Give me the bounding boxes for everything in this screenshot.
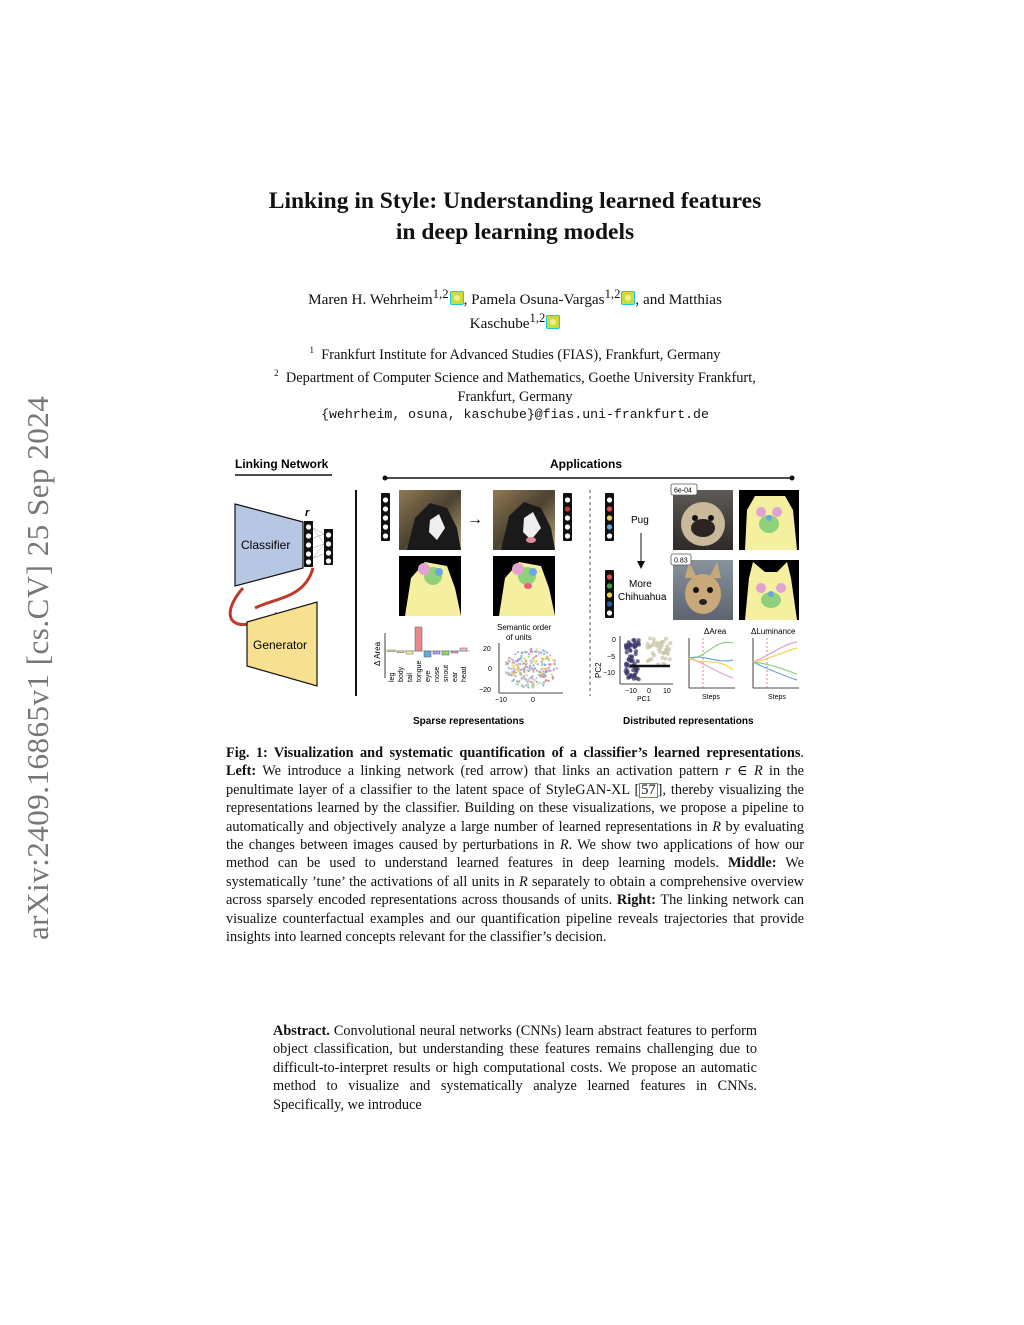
tsne-point xyxy=(532,660,534,662)
unit xyxy=(306,551,311,556)
tsne-point xyxy=(552,676,554,678)
tsne-point xyxy=(543,653,545,655)
bar xyxy=(406,651,413,654)
contact-email[interactable]: {wehrheim, osuna, kaschube}@fias.uni-frankfurt.de xyxy=(321,407,709,423)
tsne-point xyxy=(520,669,522,671)
part-labels xyxy=(389,660,468,682)
pca-point xyxy=(627,675,631,679)
tick-label: −5 xyxy=(607,654,615,661)
tsne-point xyxy=(515,660,517,662)
tsne-point xyxy=(541,683,543,685)
tsne-point xyxy=(533,682,535,684)
delta-luminance-title: ΔLuminance xyxy=(751,627,796,636)
delta-area-title: ΔArea xyxy=(704,627,727,636)
tsne-point xyxy=(517,658,519,660)
r-label: r xyxy=(305,507,310,519)
pc2-axis-label: PC2 xyxy=(594,662,603,678)
tsne-point xyxy=(542,659,544,661)
caption-middle-label: Middle: xyxy=(728,855,777,872)
pca-point xyxy=(629,643,633,647)
tongue xyxy=(526,537,536,543)
citation-link[interactable]: 57 xyxy=(641,781,656,798)
applications-label: Applications xyxy=(550,457,623,471)
pca-point xyxy=(651,651,655,655)
rule-end-dot xyxy=(790,476,795,481)
tsne-point xyxy=(552,659,554,661)
pca-point xyxy=(648,636,652,640)
affiliation-line: Department of Computer Science and Mathematics, Goethe University Frankfurt, xyxy=(285,370,756,387)
tsne-point xyxy=(536,648,538,650)
tsne-point xyxy=(526,669,528,671)
tsne-point xyxy=(513,669,515,671)
tsne-point xyxy=(554,663,556,665)
tsne-point xyxy=(534,662,536,664)
tsne-point xyxy=(538,674,540,676)
orcid-icon[interactable] xyxy=(450,291,464,305)
tsne-point xyxy=(528,653,530,655)
pca-point xyxy=(635,641,639,645)
tsne-point xyxy=(531,658,533,660)
pca-point xyxy=(654,643,658,647)
tsne-point xyxy=(549,654,551,656)
tsne-point xyxy=(538,651,540,653)
unit xyxy=(326,550,331,555)
bar xyxy=(415,627,422,651)
pca-point xyxy=(629,649,633,653)
orcid-icon[interactable] xyxy=(546,315,560,329)
rule-end-dot xyxy=(383,476,388,481)
tsne-point xyxy=(531,661,533,663)
tsne-point xyxy=(536,681,538,683)
bar xyxy=(460,648,467,651)
sparse-representations-label: Sparse representations xyxy=(413,716,525,727)
abstract xyxy=(273,1022,757,1114)
caption-text: by evaluating the changes between images caused by perturbations in xyxy=(226,818,804,854)
pca-point xyxy=(631,659,635,663)
tsne-point xyxy=(508,660,510,662)
tsne-point xyxy=(515,672,517,674)
tsne-point xyxy=(517,666,519,668)
tick-label: 0 xyxy=(612,637,616,644)
tsne-point xyxy=(539,671,541,673)
linking-connections xyxy=(313,528,324,558)
tsne-point xyxy=(521,660,523,662)
tsne-point xyxy=(523,663,525,665)
bar xyxy=(424,651,431,657)
tsne-point xyxy=(534,656,536,658)
affiliations xyxy=(225,341,805,425)
bar xyxy=(451,651,458,653)
tsne-point xyxy=(544,650,546,652)
tsne-point xyxy=(521,685,523,687)
tsne-point xyxy=(544,663,546,665)
tsne-point xyxy=(537,683,539,685)
tick-label: −10 xyxy=(495,697,507,704)
caption-math: R xyxy=(518,873,528,890)
caption-text: in the penultimate layer of a classifier to the latent space of StyleGAN-XL xyxy=(226,763,804,798)
tsne-point xyxy=(545,675,547,677)
classifier-label: Classifier xyxy=(241,538,291,552)
caption-left-label: Left: xyxy=(226,763,257,780)
part-label: snout xyxy=(443,664,450,682)
caption-text: The linking network can visualize counterfactual examples and our quantification pipeline reveals trajectories that provide insights into learned concepts relevant for the classifier’s decision. xyxy=(226,892,804,946)
tsne-point xyxy=(527,684,529,686)
tsne-point xyxy=(523,686,525,688)
pca-point xyxy=(652,637,656,641)
tick-label: −20 xyxy=(479,687,491,694)
pca-point xyxy=(625,645,629,649)
caption-text: We systematically ’tune’ the activations of all units in xyxy=(226,855,804,890)
tsne-point xyxy=(531,686,533,688)
part-label: leg xyxy=(389,672,396,682)
arxiv-identifier-stamp: arXiv:2409.16865v1 [cs.CV] 25 Sep 2024 xyxy=(20,395,55,940)
tsne-point xyxy=(531,675,533,677)
pca-point xyxy=(637,677,641,681)
tick-label: 0 xyxy=(531,697,535,704)
tsne-point xyxy=(538,682,540,684)
tsne-point xyxy=(510,674,512,676)
tsne-point xyxy=(530,681,532,683)
tsne-scatter xyxy=(505,648,558,689)
tsne-point xyxy=(542,670,544,672)
unit xyxy=(326,558,331,563)
pca-point xyxy=(636,659,640,663)
affiliation-mark: 2 xyxy=(274,368,279,379)
unit xyxy=(326,541,331,546)
tsne-point xyxy=(524,651,526,653)
tsne-point xyxy=(505,661,507,663)
tsne-point xyxy=(546,656,548,658)
author-name: , Pamela Osuna-Vargas xyxy=(463,291,605,309)
caption-text: , thereby visualizing the representations learned by the classifier. Building on these visualizations, we propose a pipeline to automatically and objectively analyze a large number of learned representations in xyxy=(226,781,804,835)
more-label: More xyxy=(629,579,652,590)
caption-text: separately to obtain a comprehensive overview across sparsely encoded representations across thousands of units. xyxy=(226,873,804,909)
tsne-point xyxy=(515,683,517,685)
steps-label: Steps xyxy=(702,694,720,701)
tsne-point xyxy=(540,652,542,654)
unit xyxy=(326,532,331,537)
part-delta-bars xyxy=(388,627,467,657)
author-affiliation-mark: 1,2 xyxy=(604,287,621,301)
pca-point xyxy=(625,671,629,675)
tsne-point xyxy=(525,684,527,686)
tsne-point xyxy=(541,668,543,670)
tsne-point xyxy=(552,678,554,680)
tsne-point xyxy=(512,672,514,674)
tsne-point xyxy=(512,660,514,662)
distributed-representations-label: Distributed representations xyxy=(623,716,754,727)
pca-point xyxy=(661,651,665,655)
tsne-point xyxy=(524,666,526,668)
tsne-point xyxy=(547,667,549,669)
tsne-point xyxy=(517,663,519,665)
tsne-point xyxy=(507,666,509,668)
tsne-point xyxy=(534,667,536,669)
caption-math: R xyxy=(712,818,721,835)
score-badge-text: 0.83 xyxy=(674,557,688,565)
pca-point xyxy=(633,644,637,648)
caption-title: Fig. 1: Visualization and systematic quantification of a classifier’s learned representations xyxy=(226,745,801,761)
tsne-point xyxy=(520,673,522,675)
tsne-point xyxy=(536,677,538,679)
part-label: tail xyxy=(407,673,414,682)
tsne-point xyxy=(507,672,509,674)
tsne-point xyxy=(521,652,523,654)
tsne-point xyxy=(527,679,529,681)
author-name: Maren H. Wehrheim xyxy=(308,291,433,309)
pca-point xyxy=(668,657,672,661)
orcid-icon[interactable] xyxy=(621,291,635,305)
affiliation-line: Frankfurt Institute for Advanced Studies (FIAS), Frankfurt, Germany xyxy=(321,346,721,363)
tsne-point xyxy=(548,658,550,660)
pca-point xyxy=(632,677,636,681)
tick-label: 0 xyxy=(488,666,492,673)
tsne-point xyxy=(525,660,527,662)
bar xyxy=(397,651,404,653)
semantic-order-title-2: of units xyxy=(506,633,532,642)
pca-point xyxy=(668,641,672,645)
unit xyxy=(306,524,311,529)
abstract-label: Abstract. xyxy=(273,1023,330,1039)
tsne-point xyxy=(529,648,531,650)
tsne-point xyxy=(527,682,529,684)
tick-label: −10 xyxy=(603,670,615,677)
caption-math: r xyxy=(725,763,731,780)
unit xyxy=(306,533,311,538)
pca-point xyxy=(630,655,634,659)
pca-point xyxy=(660,640,664,644)
tsne-point xyxy=(522,667,524,669)
tsne-point xyxy=(537,663,539,665)
tsne-point xyxy=(546,652,548,654)
paper-title xyxy=(190,186,840,248)
pca-point xyxy=(634,652,638,656)
tsne-point xyxy=(505,664,507,666)
figure-caption: Fig. 1: Visualization and systematic quantification of a classifier’s learned representations. Left: We introduce a linking network (red arrow) that links an activation pattern r ∈ R in the penultimate layer of a classifier to the latent space of StyleGAN-XL [ 57 ], thereby visualizing the representations learned by the classifier. Building on these visualizations, we propose a pipeline to automatically and objectively analyze a large number of learned representations in R by evaluating the changes between images caused by perturbations in R. We show two applications of how our method can be used to understand learned features in deep learning models. Middle: We systematically ’tune’ the activations of all units in R separately to obtain a comprehensive overview across sparsely encoded representations across thousands of units. Right: The linking network can visualize counterfactual examples and our quantification pipeline reveals trajectories that provide insights into learned concepts relevant for the classifier’s decision. xyxy=(226,745,804,946)
tsne-point xyxy=(524,677,526,679)
pca-point xyxy=(646,659,650,663)
author-affiliation-mark: 1,2 xyxy=(529,311,546,326)
caption-text: We introduce a linking network (red arrow) that links an activation pattern xyxy=(256,763,726,780)
tsne-point xyxy=(535,660,537,662)
tsne-point xyxy=(519,658,521,660)
tsne-point xyxy=(532,669,534,671)
caption-math: R xyxy=(559,837,569,854)
pca-scatter xyxy=(624,636,673,681)
tsne-point xyxy=(540,675,542,677)
tsne-point xyxy=(517,669,519,671)
tsne-point xyxy=(523,657,525,659)
tsne-point xyxy=(554,660,556,662)
caption-math: R xyxy=(753,763,763,780)
tsne-point xyxy=(519,663,521,665)
tick-label: 0 xyxy=(647,688,651,695)
pca-point xyxy=(624,667,628,671)
linking-network-label: Linking Network xyxy=(235,457,329,471)
tick-label: 20 xyxy=(483,646,491,653)
author-name: Kaschube xyxy=(469,315,530,333)
tsne-point xyxy=(527,686,529,688)
tsne-point xyxy=(524,671,526,673)
tsne-point xyxy=(551,673,553,675)
tsne-point xyxy=(545,679,547,681)
tsne-point xyxy=(549,670,551,672)
tsne-point xyxy=(553,669,555,671)
affiliation-line: Frankfurt, Germany xyxy=(457,388,573,405)
pug-label: Pug xyxy=(631,515,649,526)
tsne-point xyxy=(523,675,525,677)
tsne-point xyxy=(531,684,533,686)
pca-point xyxy=(626,663,630,667)
tick-label: 10 xyxy=(663,688,671,695)
title-line-2: in deep learning models xyxy=(395,219,635,245)
pc1-axis-label: PC1 xyxy=(637,696,651,703)
tsne-point xyxy=(515,675,517,677)
pca-point xyxy=(664,657,668,661)
tsne-point xyxy=(542,684,544,686)
caption-text: . We show two applications of how our method can be used to understand learned features in deep learning models. xyxy=(226,837,804,872)
tick-label: −10 xyxy=(625,688,637,695)
pca-point xyxy=(625,650,629,654)
tsne-point xyxy=(511,664,513,666)
caption-text: ∈ xyxy=(730,763,754,780)
generator-label: Generator xyxy=(253,638,308,652)
caption-right-label: Right: xyxy=(616,892,656,909)
tsne-point xyxy=(545,671,547,673)
tsne-point xyxy=(531,667,533,669)
steps-label: Steps xyxy=(768,694,786,701)
tsne-point xyxy=(529,665,531,667)
arrow-down-icon xyxy=(637,561,645,569)
semantic-order-title: Semantic order xyxy=(497,623,552,632)
tsne-point xyxy=(513,665,515,667)
tsne-point xyxy=(525,674,527,676)
tsne-point xyxy=(548,680,550,682)
arrow-right-icon: → xyxy=(467,511,483,528)
tsne-point xyxy=(542,649,544,651)
pca-point xyxy=(631,638,635,642)
bar xyxy=(433,651,440,654)
tsne-point xyxy=(505,671,507,673)
tsne-point xyxy=(526,666,528,668)
tsne-point xyxy=(514,653,516,655)
author-affiliation-mark: 1,2 xyxy=(432,287,449,301)
tsne-point xyxy=(556,667,558,669)
tsne-point xyxy=(517,651,519,653)
tsne-point xyxy=(534,651,536,653)
pca-point xyxy=(664,637,668,641)
tsne-point xyxy=(513,679,515,681)
score-badge-text: 6e-04 xyxy=(674,487,692,495)
delta-area-axis-label: Δ Area xyxy=(373,641,382,666)
author-list xyxy=(230,285,800,333)
part-label: nose xyxy=(434,666,441,682)
tsne-point xyxy=(510,658,512,660)
chihuahua-label: Chihuahua xyxy=(618,592,667,603)
tsne-point xyxy=(508,657,510,659)
abstract-text: Convolutional neural networks (CNNs) learn abstract features to perform object classification, but understanding these features remains challenging due to difficult-to-interpret results or high computational costs. We propose an automatic method to visualize and systematically analyze learned features in CNNs. Specifically, we introduce xyxy=(273,1023,757,1113)
tsne-point xyxy=(541,657,543,659)
tsne-point xyxy=(550,663,552,665)
tsne-point xyxy=(528,656,530,658)
part-label: tongue xyxy=(416,660,423,682)
figure-1 xyxy=(225,448,805,738)
title-line-1: Linking in Style: Understanding learned features xyxy=(268,188,762,214)
part-label: ear xyxy=(452,671,459,682)
author-name: , and Matthias xyxy=(635,291,722,309)
tsne-point xyxy=(541,663,543,665)
part-label: eye xyxy=(425,670,432,682)
part-label: head xyxy=(461,666,468,682)
unit xyxy=(306,559,311,564)
tsne-point xyxy=(525,664,527,666)
bar xyxy=(442,651,449,655)
pca-point xyxy=(646,642,650,646)
bar xyxy=(388,650,395,652)
caption-text: . xyxy=(800,745,804,761)
affiliation-mark: 1 xyxy=(309,345,315,355)
tsne-point xyxy=(533,679,535,681)
tsne-point xyxy=(511,667,513,669)
unit xyxy=(306,542,311,547)
part-label: body xyxy=(398,666,405,682)
tsne-point xyxy=(518,681,520,683)
tsne-point xyxy=(536,670,538,672)
tsne-point xyxy=(533,664,535,666)
